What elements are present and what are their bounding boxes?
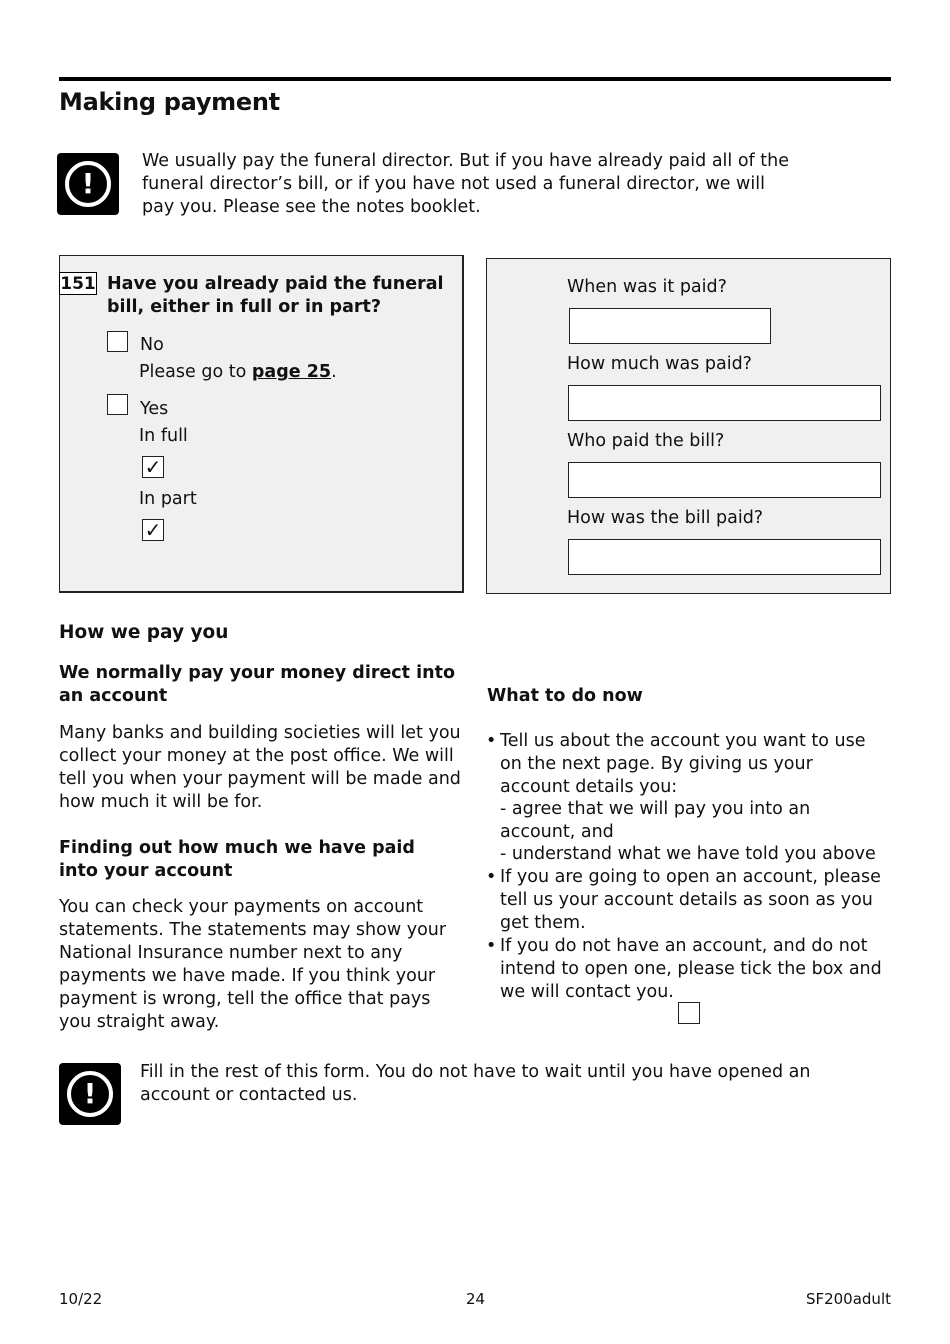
what-to-do-heading: What to do now [487,686,643,706]
direct-account-paragraph: Many banks and building societies will let you collect your money at the post office. We will tell you when your payment will be made and how much it will be for. [59,723,461,812]
finding-out-subheading: Finding out how much we have paid into your account [59,838,415,881]
footer-form-code: SF200adult [805,1290,891,1308]
how-much-label: How much was paid? [567,354,752,374]
footer-page-number: 24 [466,1290,486,1308]
footer-date: 10/22 [59,1290,103,1308]
how-much-field[interactable] [568,385,881,421]
sub-bullet-understand: - understand what we have told you above [500,844,876,864]
bullet-dot: • [486,936,497,956]
question-number: 151 [60,274,96,294]
go-to-prefix: Please go to [139,362,252,382]
no-account-checkbox[interactable] [678,1002,700,1024]
notice-top: We usually pay the funeral director. But if you have already paid all of the funeral director’s bill, or if you have not used a funeral director, we will pay you. Please see the notes booklet. [142,151,789,217]
yes-label: Yes [140,399,169,419]
in-part-label: In part [139,489,197,509]
page-25-link[interactable]: page 25 [251,362,332,382]
in-part-checkbox[interactable]: ✓ [142,519,164,541]
notice-bottom: Fill in the rest of this form. You do not have to wait until you have opened an account or contacted us. [140,1062,811,1105]
page-title: Making payment [59,88,280,116]
bullet-dot: • [486,867,497,887]
who-paid-label: Who paid the bill? [567,431,725,451]
no-label: No [140,335,164,355]
question-text: Have you already paid the funeral bill, either in full or in part? [107,274,444,317]
exclamation-icon: ! [57,153,119,215]
who-paid-field[interactable] [568,462,881,498]
sub-bullet-agree: - agree that we will pay you into an account, and [500,799,811,842]
bullet-open-account: If you are going to open an account, please tell us your account details as soon as you get them. [500,867,881,933]
when-paid-label: When was it paid? [567,277,727,297]
bullet-dot: • [486,731,497,751]
go-to-suffix: . [331,362,337,382]
bullet-no-account: If you do not have an account, and do not intend to open one, please tick the box and we will contact you. [500,936,882,1002]
finding-out-paragraph: You can check your payments on account statements. The statements may show your National Insurance number next to any payments we have made. If you think your payment is wrong, tell the office that pays you straight away. [59,897,447,1032]
exclamation-icon: ! [59,1063,121,1125]
how-paid-field[interactable] [568,539,881,575]
in-full-label: In full [139,426,188,446]
no-checkbox[interactable] [107,331,128,352]
when-paid-field[interactable] [569,308,771,344]
in-full-checkbox[interactable]: ✓ [142,456,164,478]
yes-checkbox[interactable] [107,394,128,415]
how-we-pay-heading: How we pay you [59,622,229,643]
how-paid-label: How was the bill paid? [567,508,764,528]
top-rule [59,77,891,81]
bullet-tell-us: Tell us about the account you want to use on the next page. By giving us your account details you: [500,731,866,797]
go-to-note [139,361,337,384]
direct-account-subheading: We normally pay your money direct into an account [59,663,455,706]
